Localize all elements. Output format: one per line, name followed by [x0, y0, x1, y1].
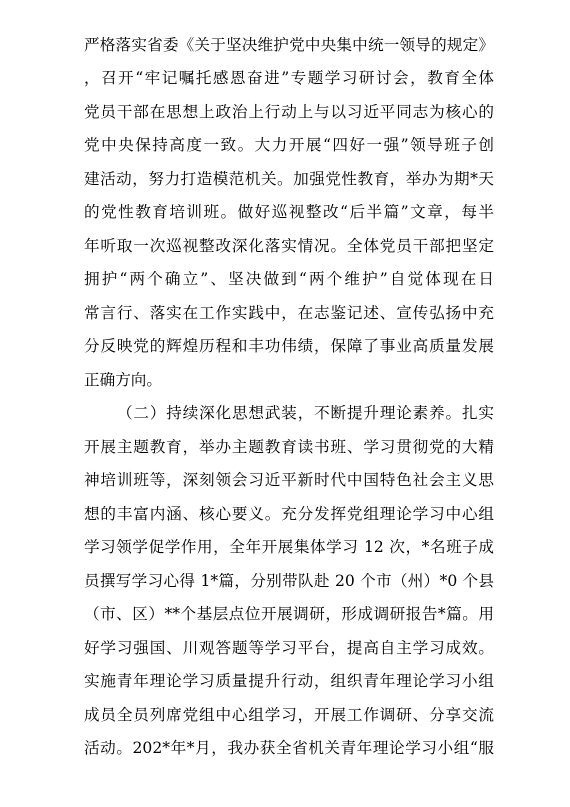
text-line: 开展主题教育，举办主题教育读书班、学习贯彻党的大精	[84, 438, 494, 456]
text-line: 严格落实省委《关于坚决维护党中央集中统一领导的规定》	[84, 36, 494, 54]
text-line: 年听取一次巡视整改深化落实情况。全体党员干部把坚定	[84, 237, 494, 255]
text-line: 活动。202*年*月，我办获全省机关青年理论学习小组“服	[84, 739, 494, 757]
text-line: 神培训班等，深刻领会习近平新时代中国特色社会主义思	[84, 471, 494, 489]
text-line: 建活动，努力打造模范机关。加强党性教育，举办为期*天	[84, 170, 494, 188]
text-line: 学习领学促学作用，全年开展集体学习 12 次，*名班子成	[84, 538, 494, 556]
text-line: 成员全员列席党组中心组学习，开展工作调研、分享交流	[84, 706, 494, 724]
text-line: 想的丰富内涵、核心要义。充分发挥党组理论学习中心组	[84, 505, 494, 523]
text-line: 员撰写学习心得 1*篇，分别带队赴 20 个市（州）*0 个县	[84, 572, 494, 590]
text-line: 党员干部在思想上政治上行动上与以习近平同志为核心的	[84, 103, 494, 121]
text-line: 正确方向。	[84, 371, 162, 389]
text-line: 拥护“两个确立”、坚决做到“两个维护”自觉体现在日	[84, 270, 494, 288]
text-line: 分反映党的辉煌历程和丰功伟绩，保障了事业高质量发展	[84, 337, 494, 355]
text-line: （市、区）**个基层点位开展调研，形成调研报告*篇。用	[84, 605, 494, 623]
section-heading-line: （二）持续深化思想武装，不断提升理论素养。扎实	[117, 404, 494, 422]
text-line: 好学习强国、川观答题等学习平台，提高自主学习成效。	[84, 639, 494, 657]
text-line: ，召开“牢记嘱托感恩奋进”专题学习研讨会，教育全体	[84, 69, 494, 87]
text-line: 常言行、落实在工作实践中，在志鉴记述、宣传弘扬中充	[84, 304, 494, 322]
text-line: 实施青年理论学习质量提升行动，组织青年理论学习小组	[84, 672, 494, 690]
text-line: 的党性教育培训班。做好巡视整改“后半篇”文章，每半	[84, 203, 494, 221]
text-line: 党中央保持高度一致。大力开展“四好一强”领导班子创	[84, 136, 494, 154]
